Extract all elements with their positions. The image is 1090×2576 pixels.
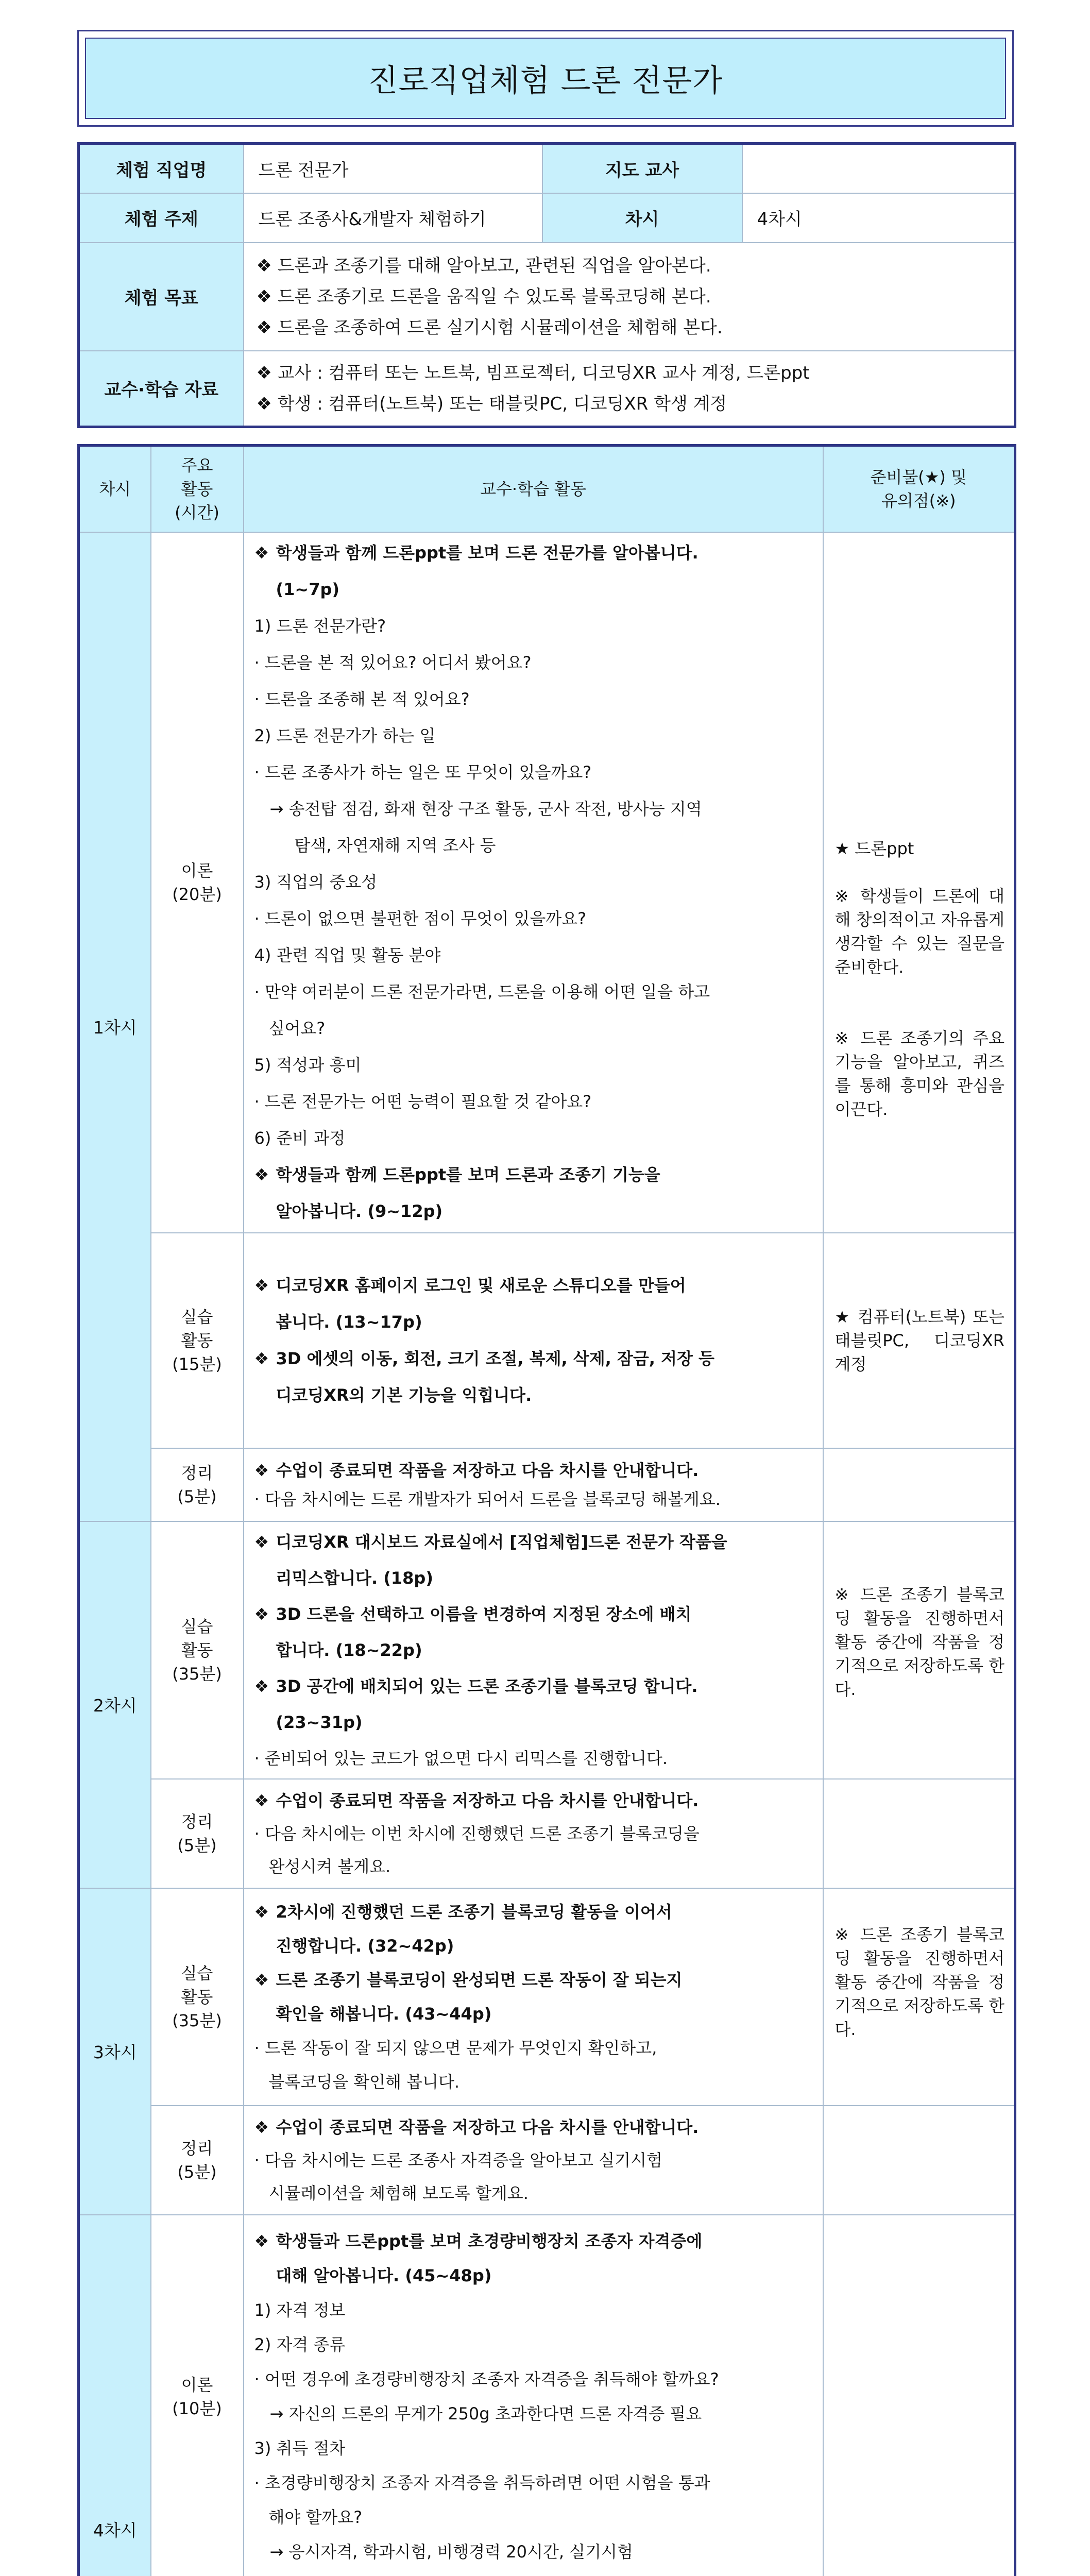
s3-wrap-content: ❖ 수업이 종료되면 작품을 저장하고 다음 차시를 안내합니다. · 다음 차시에는 드론 조종사 자격증을 알아보고 실기시험 시뮬레이션을 체험해 보도록 할게요.: [244, 2106, 823, 2215]
topic-value: 드론 조종사&개발자 체험하기: [244, 193, 542, 243]
session-3-label: 3차시: [79, 1888, 151, 2215]
goal-item: ❖ 드론 조종기로 드론을 움직일 수 있도록 블록코딩해 본다.: [256, 286, 711, 307]
job-label: 체험 직업명: [79, 144, 244, 193]
material-list: [244, 351, 1015, 427]
s2-practice-content: ❖ 디코딩XR 대시보드 자료실에서 [직업체험]드론 전문가 작품을 리믹스합니다. (18p) ❖ 3D 드론을 선택하고 이름을 변경하여 지정된 장소에 배치 합니다. (18~22p) ❖ 3D 공간에 배치되어 있는 드론 조종기를 블록코딩 합니다. (23~31p) · 준비되어 있는 코드가 없으면 다시 리믹스를 진행합니다.: [244, 1521, 823, 1779]
goal-label: 체험 목표: [79, 243, 244, 351]
s2-wrap-content: ❖ 수업이 종료되면 작품을 저장하고 다음 차시를 안내합니다. · 다음 차시에는 이번 차시에 진행했던 드론 조종기 블록코딩을 완성시켜 볼게요.: [244, 1779, 823, 1888]
lesson-plan-table: [77, 444, 1016, 2576]
s1-practice-notes: ★ 컴퓨터(노트북) 또는 태블릿PC, 디코딩XR 계정: [823, 1233, 1015, 1448]
s3-practice-content: ❖ 2차시에 진행했던 드론 조종기 블록코딩 활동을 이어서 진행합니다. (32~42p) ❖ 드론 조종기 블록코딩이 완성되면 드론 작동이 잘 되는지 확인을 해봅니다. (43~44p) · 드론 작동이 잘 되지 않으면 문제가 무엇인지 확인하고, 블록코딩을 확인해 봅니다.: [244, 1888, 823, 2106]
teacher-label: 지도 교사: [542, 144, 742, 193]
s1-wrap-content: ❖ 수업이 종료되면 작품을 저장하고 다음 차시를 안내합니다. · 다음 차시에는 드론 개발자가 되어서 드론을 블록코딩 해볼게요.: [244, 1448, 823, 1521]
s2-practice-activity: 실습 활동 (35분): [151, 1521, 244, 1779]
info-table: [77, 142, 1016, 428]
s3-practice-activity: 실습 활동 (35분): [151, 1888, 244, 2106]
header-activity: 주요 활동 (시간): [151, 446, 244, 532]
material-item: ❖ 학생 : 컴퓨터(노트북) 또는 태블릿PC, 디코딩XR 학생 계정: [256, 393, 727, 414]
session-4-label: 4차시: [79, 2215, 151, 2576]
topic-label: 체험 주제: [79, 193, 244, 243]
header-session: 차시: [79, 446, 151, 532]
s2-practice-notes: ※ 드론 조종기 블록코딩 활동을 진행하면서 활동 중간에 작품을 정기적으로 저장하도록 한다.: [823, 1521, 1015, 1779]
page-title: 진로직업체험 드론 전문가: [85, 38, 1006, 119]
header-notes: 준비물(★) 및 유의점(※): [823, 446, 1015, 532]
session-2-label: 2차시: [79, 1521, 151, 1888]
material-item: ❖ 교사 : 컴퓨터 또는 노트북, 빔프로젝터, 디코딩XR 교사 계정, 드론ppt: [256, 362, 810, 383]
goal-item: ❖ 드론과 조종기를 대해 알아보고, 관련된 직업을 알아본다.: [256, 255, 711, 276]
title-frame: [77, 30, 1014, 127]
s4-theory-notes: [823, 2215, 1015, 2576]
s3-wrap-activity: 정리 (5분): [151, 2106, 244, 2215]
goal-list: [244, 243, 1015, 351]
s1-theory-activity: 이론 (20분): [151, 532, 244, 1233]
s1-wrap-notes: [823, 1448, 1015, 1521]
s1-practice-content: ❖ 디코딩XR 홈페이지 로그인 및 새로운 스튜디오를 만들어 봅니다. (13~17p) ❖ 3D 에셋의 이동, 회전, 크기 조절, 복제, 삭제, 잠금, 저장 등 디코딩XR의 기본 기능을 익힙니다.: [244, 1233, 823, 1448]
s3-practice-notes: ※ 드론 조종기 블록코딩 활동을 진행하면서 활동 중간에 작품을 정기적으로 저장하도록 한다.: [823, 1888, 1015, 2106]
header-content: 교수·학습 활동: [244, 446, 823, 532]
job-value: 드론 전문가: [244, 144, 542, 193]
s4-theory-activity: 이론 (10분): [151, 2215, 244, 2576]
s3-wrap-notes: [823, 2106, 1015, 2215]
s1-practice-activity: 실습 활동 (15분): [151, 1233, 244, 1448]
s1-theory-content: ❖ 학생들과 함께 드론ppt를 보며 드론 전문가를 알아봅니다. (1~7p) 1) 드론 전문가란? · 드론을 본 적 있어요? 어디서 봤어요? · 드론을 조종해 본 적 있어요? 2) 드론 전문가가 하는 일 · 드론 조종사가 하는 일은 또 무엇이 있을까요? → 송전탑 점검, 화재 현장 구조 활동, 군사 작전, 방사능 지역 탐색, 자연재해 지역 조사 등 3) 직업의 중요성 · 드론이 없으면 불편한 점이 무엇이 있을까요? 4) 관련 직업 및 활동 분야 · 만약 여러분이 드론 전문가라면, 드론을 이용해 어떤 일을 하고 싶어요? 5) 적성과 흥미 · 드론 전문가는 어떤 능력이 필요할 것 같아요? 6) 준비 과정 ❖ 학생들과 함께 드론ppt를 보며 드론과 조종기 기능을 알아봅니다. (9~12p): [244, 532, 823, 1233]
teacher-value: [742, 144, 1015, 193]
session-label: 차시: [542, 193, 742, 243]
s4-theory-content: ❖ 학생들과 드론ppt를 보며 초경량비행장치 조종자 자격증에 대해 알아봅니다. (45~48p) 1) 자격 정보 2) 자격 종류 · 어떤 경우에 초경량비행장치 조종자 자격증을 취득해야 할까요? → 자신의 드론의 무게가 250g 초과한다면 드론 자격증 필요 3) 취득 절차 · 초경량비행장치 조종자 자격증을 취득하려면 어떤 시험을 통과 해야 할까요? → 응시자격, 학과시험, 비행경력 20시간, 실기시험: [244, 2215, 823, 2576]
session-value: 4차시: [742, 193, 1015, 243]
session-1-label: 1차시: [79, 532, 151, 1521]
goal-item: ❖ 드론을 조종하여 드론 실기시험 시뮬레이션을 체험해 본다.: [256, 317, 723, 338]
s1-wrap-activity: 정리 (5분): [151, 1448, 244, 1521]
s1-theory-notes: ★ 드론ppt ※ 학생들이 드론에 대해 창의적이고 자유롭게 생각할 수 있는 질문을 준비한다. ※ 드론 조종기의 주요 기능을 알아보고, 퀴즈를 통해 흥미와 관심을 이끈다.: [823, 532, 1015, 1233]
material-label: 교수·학습 자료: [79, 351, 244, 427]
s2-wrap-activity: 정리 (5분): [151, 1779, 244, 1888]
s2-wrap-notes: [823, 1779, 1015, 1888]
